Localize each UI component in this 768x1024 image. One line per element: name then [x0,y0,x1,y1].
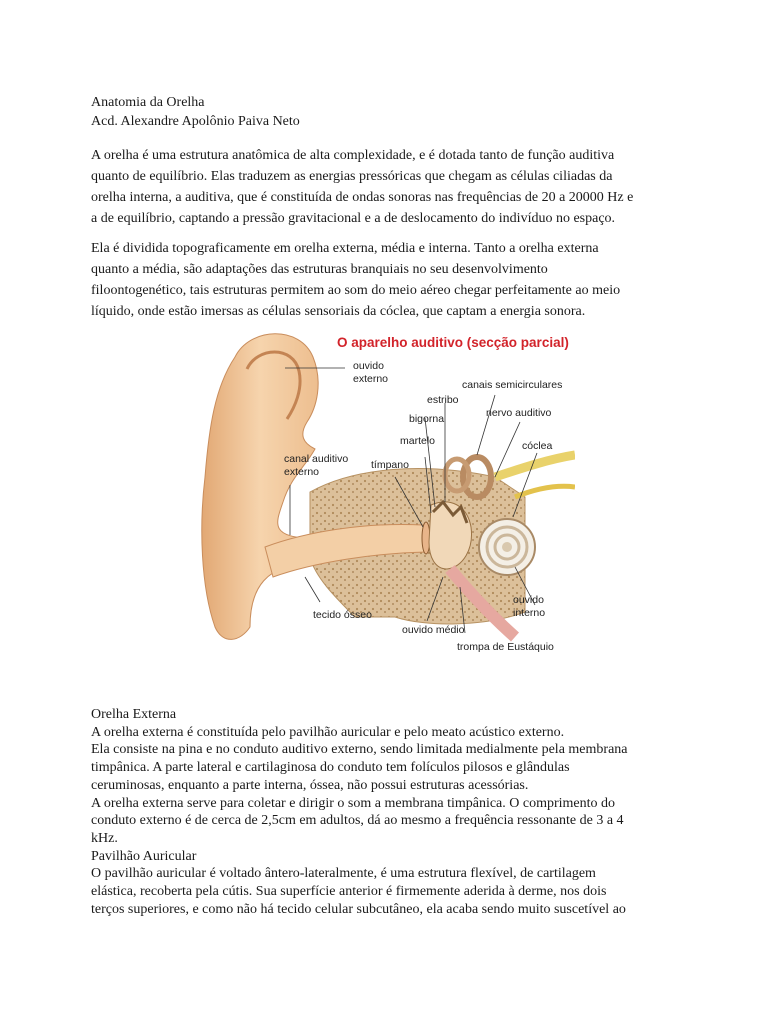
paragraph-line: a de equilíbrio, captando a pressão gravitacional e a de deslocamento do indivíduo no espaço. [91,211,616,226]
paragraph-line: A orelha é uma estrutura anatômica de alta complexidade, e é dotada tanto de função auditiva [91,148,615,163]
label-coclea: cóclea [522,440,553,452]
label-timpano: tímpano [371,459,409,471]
paragraph-line: quanto a média, são adaptações das estruturas branquiais no seu desenvolvimento [91,262,548,277]
label-martelo: martelo [400,435,436,447]
label-estribo: estribo [427,394,459,406]
section-heading: Orelha Externa [91,707,177,722]
paragraph-line: elástica, recoberta pela cútis. Sua superfície anterior é firmemente aderida à derme, nos dois [91,884,607,900]
paragraph-line: líquido, onde estão imersas as células sensoriais da cóclea, que captam a energia sonora. [91,304,586,319]
paragraph-line: Ela é dividida topograficamente em orelha externa, média e interna. Tanto a orelha externa [91,241,599,256]
label-ouvido-interno: ouvido [513,594,544,606]
label-tecido-osseo: tecido ósseo [313,609,372,621]
intro-paragraph [91,145,681,229]
label-bigorna: bigorna [409,413,445,425]
ear-anatomy-figure [195,327,575,657]
label-ouvido-externo: ouvido [353,360,384,372]
paragraph-line: quanto de equilíbrio. Elas traduzem as energias pressóricas que chegam as células ciliadas da [91,169,613,184]
paragraph-line: kHz. [91,830,118,846]
label-trompa-de-eustaquio: trompa de Eustáquio [457,641,554,653]
document-title: Anatomia da Orelha [91,95,205,110]
paragraph-line: Ela consiste na pina e no conduto auditivo externo, sendo limitada medialmente pela membrana [91,742,628,758]
paragraph-line: A orelha externa serve para coletar e dirigir o som a membrana timpânica. O comprimento do [91,795,616,811]
paragraph-line: conduto externo é de cerca de 2,5cm em adultos, dá ao mesmo a frequência ressonante de 3 a 4 [91,813,624,829]
paragraph-line: ceruminosas, enquanto a parte interna, óssea, não possui estruturas acessórias. [91,777,529,793]
division-paragraph [91,238,681,322]
paragraph-line: timpânica. A parte lateral e cartilaginosa do conduto tem folículos pilosos e glândulas [91,760,570,776]
label-ouvido-interno: interno [513,607,546,619]
label-canal-auditivo-externo: canal auditivo [284,453,349,465]
ear-anatomy-illustration [195,327,575,657]
label-canais-semicirculares: canais semicirculares [462,379,563,391]
label-canal-auditivo-externo: externo [284,466,320,478]
label-nervo-auditivo: nervo auditivo [486,407,552,419]
paragraph-line: O pavilhão auricular é voltado ântero-lateralmente, é uma estrutura flexível, de cartilagem [91,866,596,882]
label-ouvido-externo: externo [353,373,389,385]
label-ouvido-medio: ouvido médio [402,624,465,636]
external-ear-section [91,706,681,918]
document-header [91,93,681,131]
paragraph-line: filoontogenético, tais estruturas permitem ao som do meio aéreo chegar perfeitamente ao meio [91,283,621,298]
paragraph-line: A orelha externa é constituída pelo pavilhão auricular e pelo meato acústico externo. [91,724,565,740]
cochlea-spiral [502,542,512,552]
section-heading: Pavilhão Auricular [91,848,197,864]
paragraph-line: orelha interna, a auditiva, que é constituída de ondas sonoras nas frequências de 20 a 20000 Hz e [91,190,634,205]
paragraph-line: terços superiores, e como não há tecido celular subcutâneo, ela acaba sendo muito suscetível ao [91,901,626,917]
figure-title: O aparelho auditivo (secção parcial) [337,335,569,350]
document-author: Acd. Alexandre Apolônio Paiva Neto [91,114,300,129]
